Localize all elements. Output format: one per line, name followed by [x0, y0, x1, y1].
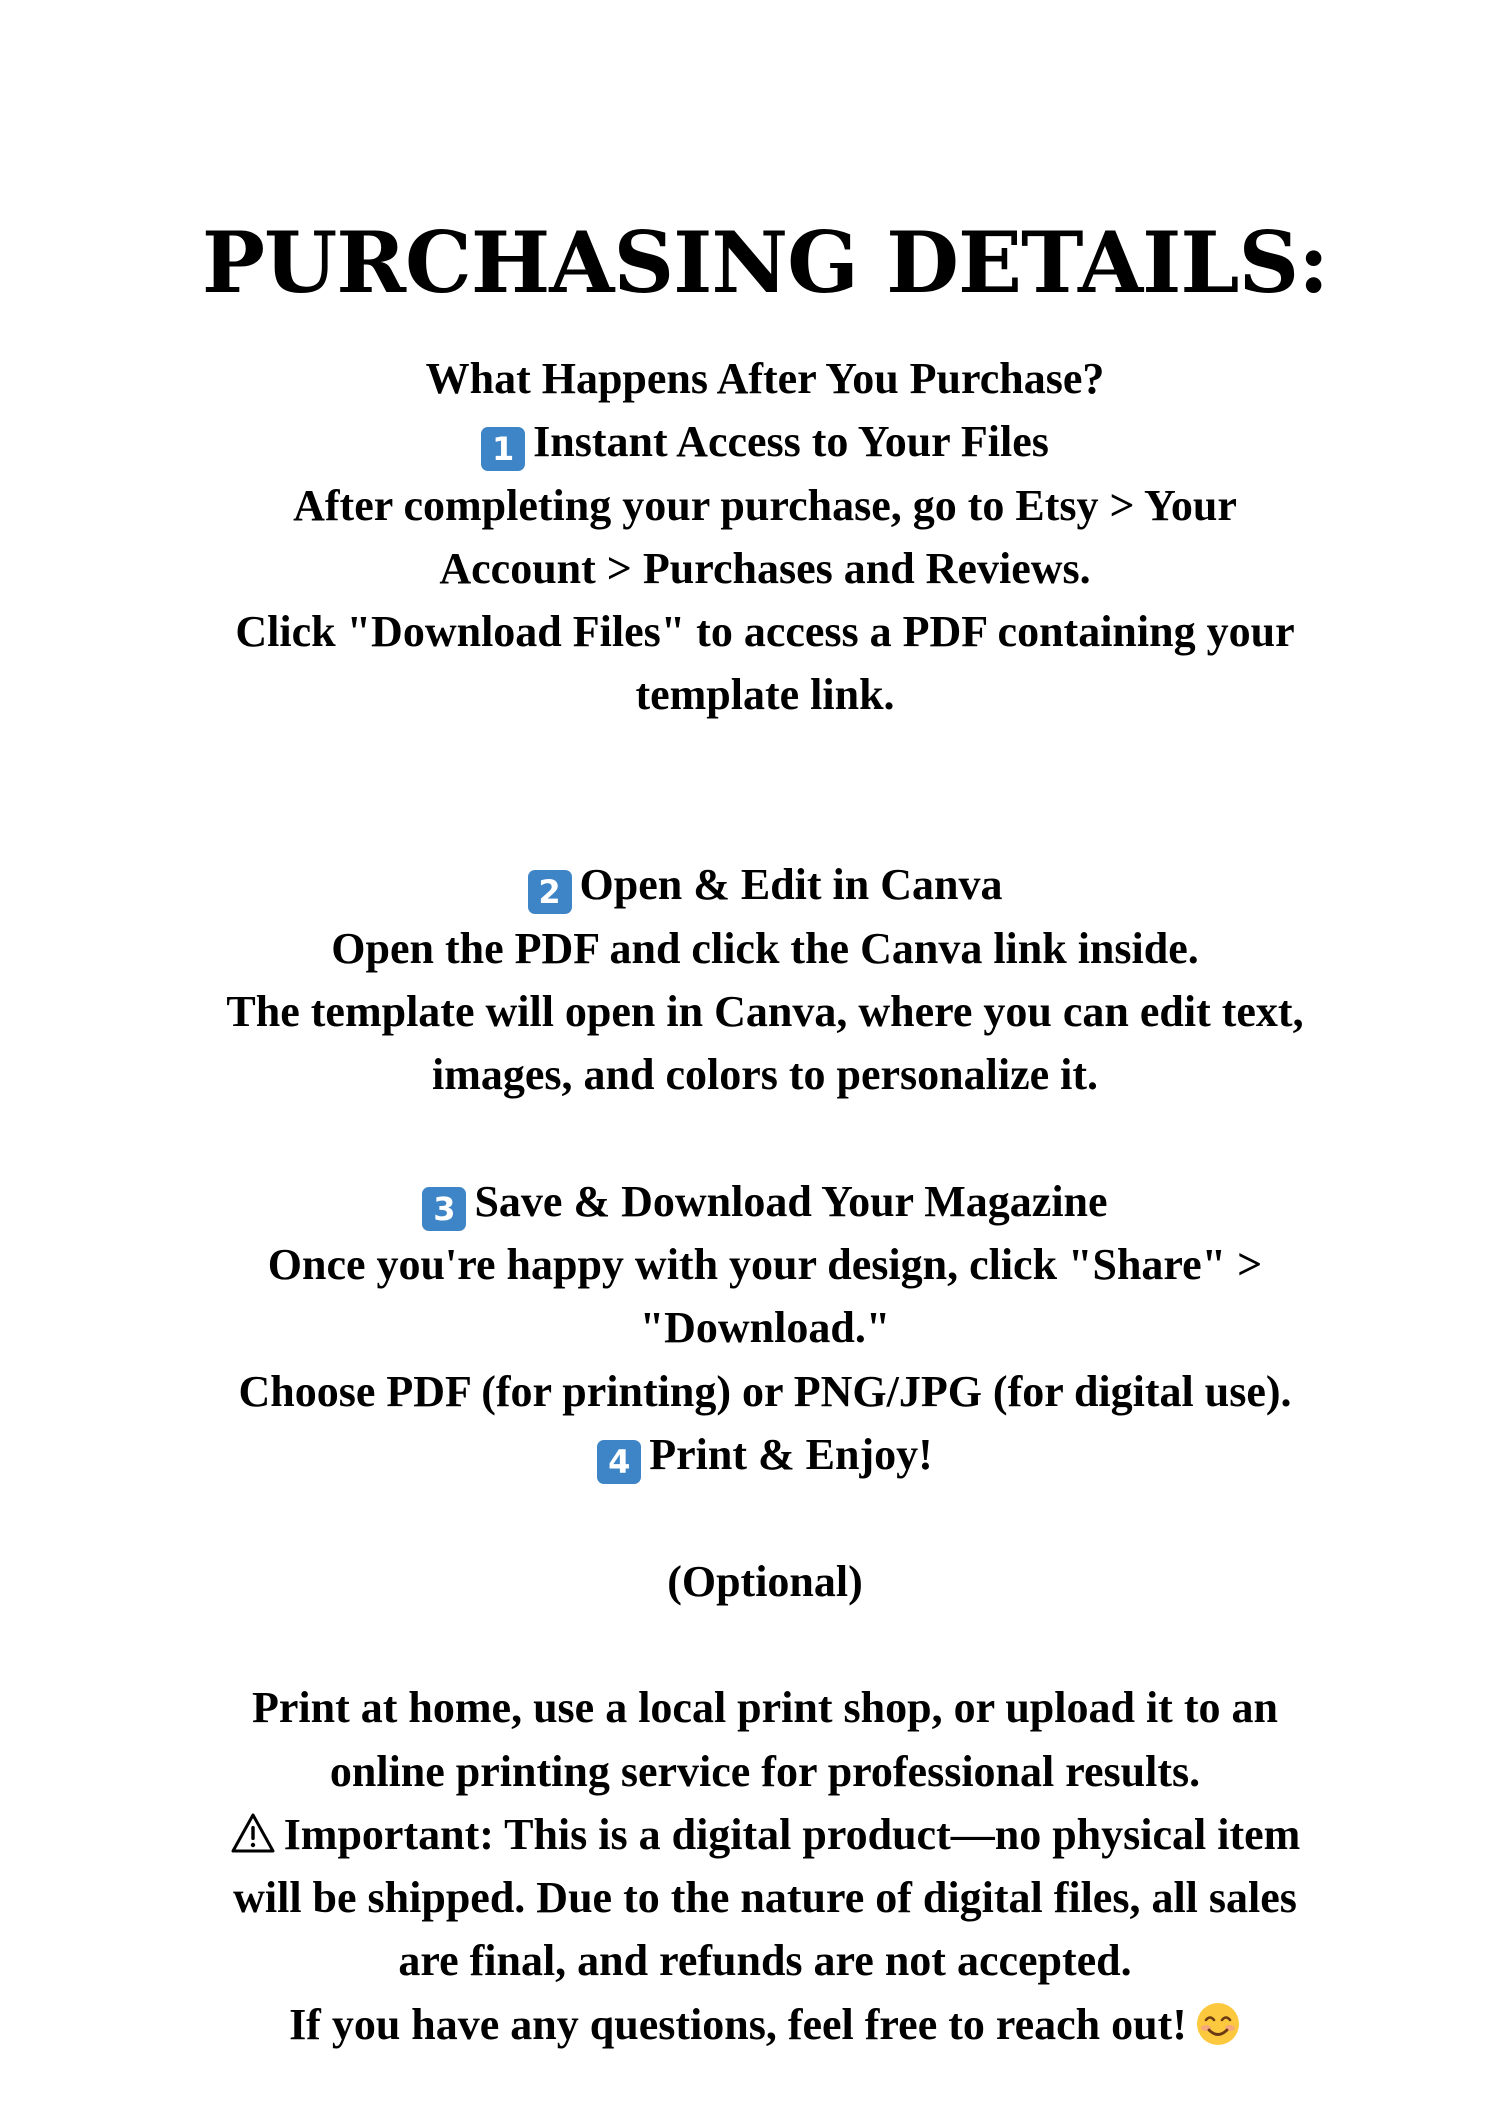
warning-icon [230, 1812, 276, 1854]
step-3-heading-line [140, 1170, 1390, 1233]
keycap-2-icon: 2 [528, 870, 572, 914]
print-text: Print at home, use a local print shop, or upload it to an [252, 1683, 1278, 1733]
intro-question: What Happens After You Purchase? [425, 354, 1105, 403]
instructions-body [140, 347, 1390, 2056]
important-text: are final, and refunds are not accepted. [398, 1936, 1132, 1986]
keycap-1-icon: 1 [481, 427, 525, 471]
step-4-heading: Print & Enjoy! [649, 1430, 933, 1480]
step-2-text: images, and colors to personalize it. [431, 1050, 1099, 1100]
optional-label: (Optional) [667, 1556, 863, 1606]
step-2-heading: Open & Edit in Canva [579, 860, 1003, 910]
keycap-4-icon: 4 [597, 1440, 641, 1484]
closing-line [140, 1993, 1390, 2056]
step-1-heading-line [140, 410, 1390, 473]
important-line [140, 1803, 1390, 1866]
important-text: will be shipped. Due to the nature of digital files, all sales [233, 1873, 1297, 1923]
closing-text: If you have any questions, feel free to reach out! [289, 1999, 1187, 2049]
step-1-heading: Instant Access to Your Files [533, 417, 1049, 467]
keycap-3-icon: 3 [422, 1187, 466, 1231]
spacer [140, 1107, 1390, 1170]
step-1-text: Click "Download Files" to access a PDF containing your [235, 607, 1295, 657]
step-2-text: The template will open in Canva, where you can edit text, [226, 986, 1304, 1036]
spacer [140, 790, 1390, 853]
spacer [140, 727, 1390, 790]
spacer [140, 1613, 1390, 1676]
step-3-heading: Save & Download Your Magazine [474, 1176, 1108, 1226]
step-3-text: "Download." [639, 1303, 891, 1353]
smiling-face-icon [1195, 2001, 1241, 2047]
step-1-text: Account > Purchases and Reviews. [439, 543, 1091, 593]
step-3-text: Choose PDF (for printing) or PNG/JPG (for digital use). [238, 1366, 1292, 1416]
important-text: Important: This is a digital product—no physical item [283, 1809, 1301, 1859]
step-1-text: After completing your purchase, go to Etsy > Your [293, 480, 1237, 530]
print-text: online printing service for professional results. [329, 1746, 1201, 1796]
step-2-heading-line [140, 853, 1390, 916]
step-1-text: template link. [635, 670, 895, 720]
step-3-text: Once you're happy with your design, click "Share" > [267, 1240, 1263, 1290]
step-4-heading-line [140, 1423, 1390, 1486]
page-title: PURCHASING DETAILS: [201, 213, 1329, 312]
spacer [140, 1486, 1390, 1549]
step-2-text: Open the PDF and click the Canva link inside. [331, 923, 1199, 973]
